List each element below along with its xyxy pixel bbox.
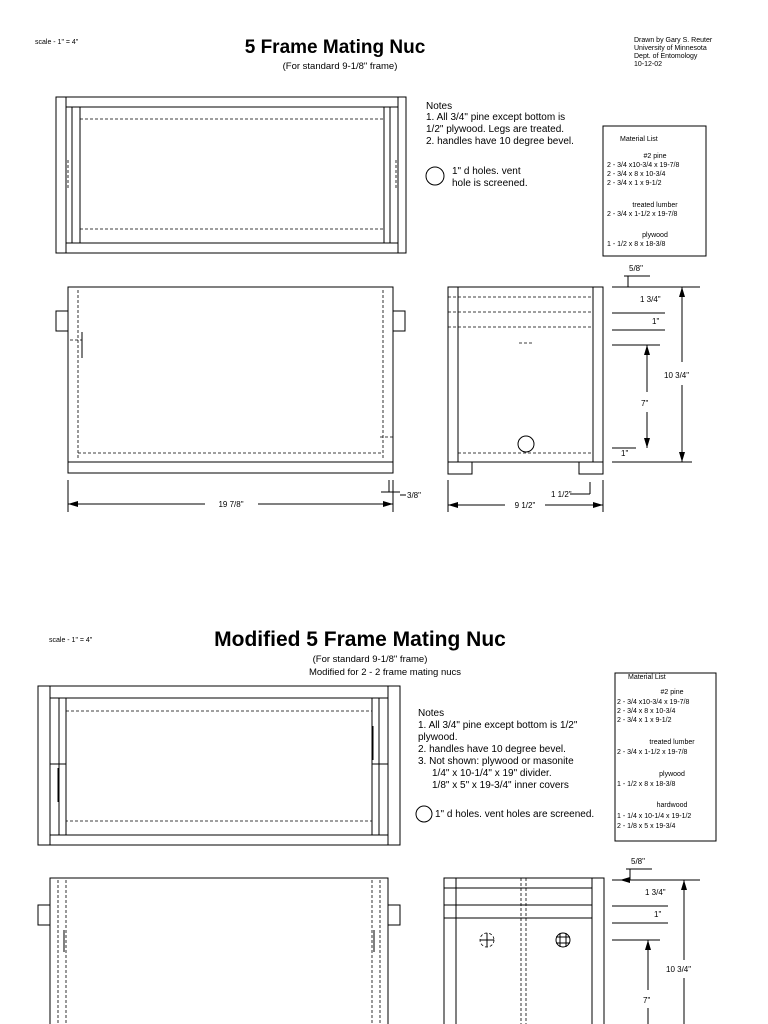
material-item: 2 - 1/8 x 5 x 19-3/4 bbox=[617, 823, 676, 830]
dim-leg-label: 1 1/2" bbox=[551, 490, 572, 499]
notes-block-1 bbox=[426, 101, 574, 147]
material-group: #2 pine bbox=[643, 153, 667, 160]
dim-label: 1" bbox=[621, 449, 629, 458]
notes-line: 1/4" x 10-1/4" x 19" divider. bbox=[432, 768, 552, 779]
material-heading: Material List bbox=[628, 674, 666, 681]
scale-label-1: scale - 1" = 4" bbox=[35, 39, 79, 46]
dim-height-label: 10 3/4" bbox=[664, 371, 690, 380]
dim-label: 1 3/4" bbox=[645, 888, 666, 897]
hole-symbol-icon bbox=[416, 806, 432, 822]
top-view-2 bbox=[38, 686, 400, 845]
notes-line: 1/8" x 5" x 19-3/4" inner covers bbox=[432, 780, 569, 791]
dim-height-label: 10 3/4" bbox=[666, 965, 692, 974]
material-group: #2 pine bbox=[660, 689, 684, 696]
material-item: 1 - 1/2 x 8 x 18-3/8 bbox=[607, 241, 666, 248]
notes-line: 2. handles have 10 degree bevel. bbox=[418, 744, 566, 755]
page-title-1: 5 Frame Mating Nuc bbox=[244, 37, 426, 58]
scale-label-2: scale - 1" = 4" bbox=[49, 637, 93, 644]
end-view-2 bbox=[444, 878, 604, 1024]
side-view-1 bbox=[56, 287, 405, 473]
material-item: 2 - 3/4 x 1 x 9-1/2 bbox=[607, 180, 662, 187]
material-item: 2 - 3/4 x 1-1/2 x 19-7/8 bbox=[617, 749, 688, 756]
hole-note-2: 1" d holes. vent holes are screened. bbox=[435, 809, 595, 820]
material-group: treated lumber bbox=[649, 739, 695, 746]
subtitle-2b: Modified for 2 - 2 frame mating nucs bbox=[308, 667, 462, 678]
end-view-1 bbox=[448, 287, 603, 474]
material-item: 2 - 3/4 x10-3/4 x 19-7/8 bbox=[617, 699, 690, 706]
credit-line: University of Minnesota bbox=[634, 45, 707, 52]
dim-handle-label: 3/8" bbox=[407, 491, 421, 500]
end-dimensions-1 bbox=[448, 264, 700, 512]
top-view-1 bbox=[56, 97, 406, 253]
side-view-2 bbox=[38, 878, 400, 1024]
dim-label: 1" bbox=[652, 317, 660, 326]
notes-line: Notes bbox=[418, 708, 445, 719]
dim-width-label: 9 1/2" bbox=[514, 501, 536, 510]
dim-label: 1" bbox=[654, 910, 662, 919]
notes-line: plywood. bbox=[418, 732, 458, 743]
vent-screen-icon bbox=[480, 933, 494, 947]
vent-screen-icon bbox=[556, 933, 570, 947]
notes-line: 1. All 3/4" pine except bottom is bbox=[426, 112, 566, 123]
dim-offset-label: 5/8" bbox=[631, 857, 645, 866]
material-group: treated lumber bbox=[632, 202, 678, 209]
material-item: 2 - 3/4 x 8 x 10-3/4 bbox=[607, 171, 666, 178]
notes-block-2 bbox=[418, 708, 578, 791]
credit-line: Dept. of Entomology bbox=[634, 53, 698, 60]
material-list-1 bbox=[603, 126, 706, 256]
credit-line: 10-12-02 bbox=[634, 61, 663, 68]
end-dimensions-2 bbox=[612, 857, 700, 1024]
dim-label: 1 3/4" bbox=[640, 295, 661, 304]
material-group: hardwood bbox=[656, 802, 688, 809]
material-group: plywood bbox=[659, 771, 685, 778]
page-title-2: Modified 5 Frame Mating Nuc bbox=[214, 628, 506, 651]
material-group: plywood bbox=[642, 232, 668, 239]
notes-line: 1. All 3/4" pine except bottom is 1/2" bbox=[418, 720, 578, 731]
hole-note: hole is screened. bbox=[452, 178, 528, 189]
hole-note: 1" d holes. vent bbox=[452, 166, 521, 177]
subtitle-1: (For standard 9-1/8" frame) bbox=[282, 61, 398, 72]
material-item: 1 - 1/4 x 10-1/4 x 19-1/2 bbox=[617, 813, 692, 820]
dim-offset-label: 5/8" bbox=[629, 264, 643, 273]
material-item: 2 - 3/4 x 1-1/2 x 19-7/8 bbox=[607, 211, 678, 218]
hole-symbol-icon bbox=[426, 167, 444, 185]
material-item: 2 - 3/4 x10-3/4 x 19-7/8 bbox=[607, 162, 680, 169]
dim-label: 7" bbox=[641, 399, 649, 408]
material-list-2 bbox=[615, 673, 716, 841]
subtitle-2: (For standard 9-1/8" frame) bbox=[312, 654, 428, 665]
dim-label: 7" bbox=[643, 996, 651, 1005]
material-heading: Material List bbox=[620, 136, 658, 143]
material-item: 2 - 3/4 x 8 x 10-3/4 bbox=[617, 708, 676, 715]
notes-line: 1/2" plywood. Legs are treated. bbox=[426, 124, 565, 135]
material-item: 1 - 1/2 x 8 x 18-3/8 bbox=[617, 781, 676, 788]
length-dimension bbox=[68, 480, 421, 512]
notes-line: Notes bbox=[426, 101, 453, 112]
material-item: 2 - 3/4 x 1 x 9-1/2 bbox=[617, 717, 672, 724]
notes-line: 2. handles have 10 degree bevel. bbox=[426, 136, 574, 147]
dim-length-label: 19 7/8" bbox=[218, 500, 244, 509]
notes-line: 3. Not shown: plywood or masonite bbox=[418, 756, 574, 767]
credit-block bbox=[634, 37, 713, 68]
credit-line: Drawn by Gary S. Reuter bbox=[634, 37, 713, 44]
